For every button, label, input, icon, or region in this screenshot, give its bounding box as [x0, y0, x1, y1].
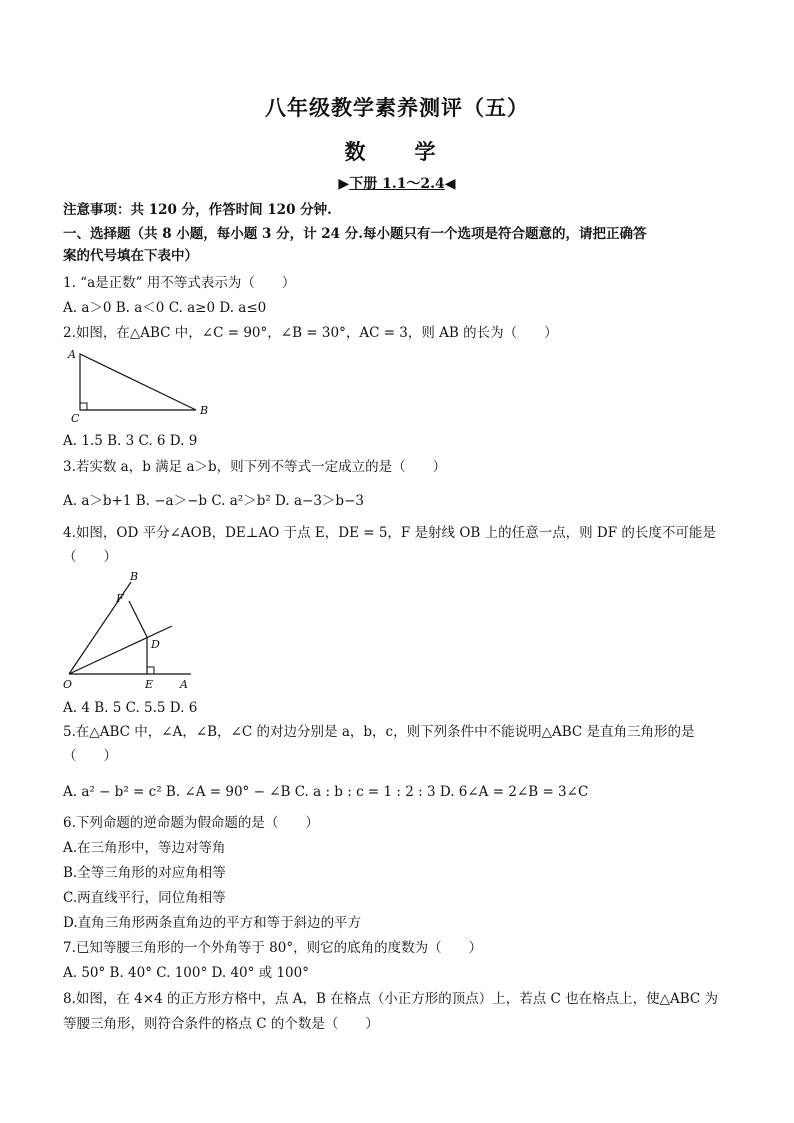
q4-angle-figure [60, 568, 200, 694]
label-d: D [151, 638, 160, 651]
triangle-abc [80, 354, 196, 410]
label-c: C [71, 412, 80, 425]
q1-options: A. a＞0 B. a＜0 C. a≥0 D. a≤0 [63, 300, 267, 316]
exam-title: 八年级教学素养测评（五） [265, 95, 529, 120]
label-f: F [116, 592, 124, 605]
label-e: E [145, 678, 154, 691]
q5-options: A. a² − b² = c² B. ∠A = 90° − ∠B C. a : b : c = 1 : 2 : 3 D. 6∠A = 2∠B = 3∠C [63, 784, 589, 800]
label-o: O [63, 678, 73, 691]
label-b: B [200, 404, 209, 417]
q5-stem-line1: 5.在△ABC 中，∠A，∠B，∠C 的对边分别是 a，b，c，则下列条件中不能说明△ABC 是直角三角形的是 [63, 724, 695, 740]
q1-stem: 1. “a是正数” 用不等式表示为（ ） [63, 275, 296, 291]
scope-line [0, 173, 794, 193]
notice-text: 注意事项：共 120 分，作答时间 120 分钟. [63, 202, 332, 218]
q7-stem: 7.已知等腰三角形的一个外角等于 80°，则它的底角的度数为（ ） [63, 940, 483, 956]
q2-triangle-figure [63, 346, 223, 426]
q3-options: A. a＞b+1 B. −a＞−b C. a²＞b² D. a−3＞b−3 [63, 493, 364, 509]
q8-stem-line1: 8.如图，在 4×4 的正方形方格中，点 A，B 在格点（小正方形的顶点）上，若点 C 也在格点上，使△ABC 为 [63, 991, 719, 1007]
q4-stem-line1: 4.如图，OD 平分∠AOB，DE⊥AO 于点 E，DE = 5，F 是射线 OB 上的任意一点，则 DF 的长度不可能是 [63, 525, 716, 541]
q4-stem-line2: （ ） [63, 549, 117, 565]
right-angle-mark [147, 667, 154, 674]
q6-option-b: B.全等三角形的对应角相等 [63, 865, 226, 881]
scope-left-marker: ▶ [338, 176, 350, 192]
scope-right-marker: ◀ [444, 176, 456, 192]
q3-stem: 3.若实数 a，b 满足 a＞b，则下列不等式一定成立的是（ ） [63, 459, 447, 475]
q6-option-a: A.在三角形中，等边对等角 [63, 840, 226, 856]
subject-title: 数 学 [344, 139, 450, 164]
label-a: A [68, 348, 76, 361]
scope-text: 下册 1.1～2.4 [349, 176, 445, 192]
q8-stem-line2: 等腰三角形，则符合条件的格点 C 的个数是（ ） [63, 1016, 379, 1032]
segment-df [129, 601, 147, 637]
label-b: B [130, 570, 139, 583]
q7-options: A. 50° B. 40° C. 100° D. 40° 或 100° [63, 965, 309, 981]
q2-options: A. 1.5 B. 3 C. 6 D. 9 [63, 433, 198, 449]
section1-heading-line1: 一、选择题（共 8 小题，每小题 3 分，计 24 分.每小题只有一个选项是符合题意的，请把正确答 [63, 226, 647, 242]
q4-options: A. 4 B. 5 C. 5.5 D. 6 [63, 700, 198, 716]
q6-option-c: C.两直线平行，同位角相等 [63, 890, 226, 906]
q5-stem-line2: （ ） [63, 748, 117, 764]
section1-heading-line2: 案的代号填在下表中） [63, 248, 198, 264]
right-angle-mark [80, 403, 87, 410]
label-a: A [180, 678, 188, 691]
q2-stem: 2.如图，在△ABC 中，∠C = 90°，∠B = 30°，AC = 3，则 AB 的长为（ ） [63, 325, 558, 341]
q6-stem: 6.下列命题的逆命题为假命题的是（ ） [63, 815, 319, 831]
q6-option-d: D.直角三角形两条直角边的平方和等于斜边的平方 [63, 915, 362, 931]
